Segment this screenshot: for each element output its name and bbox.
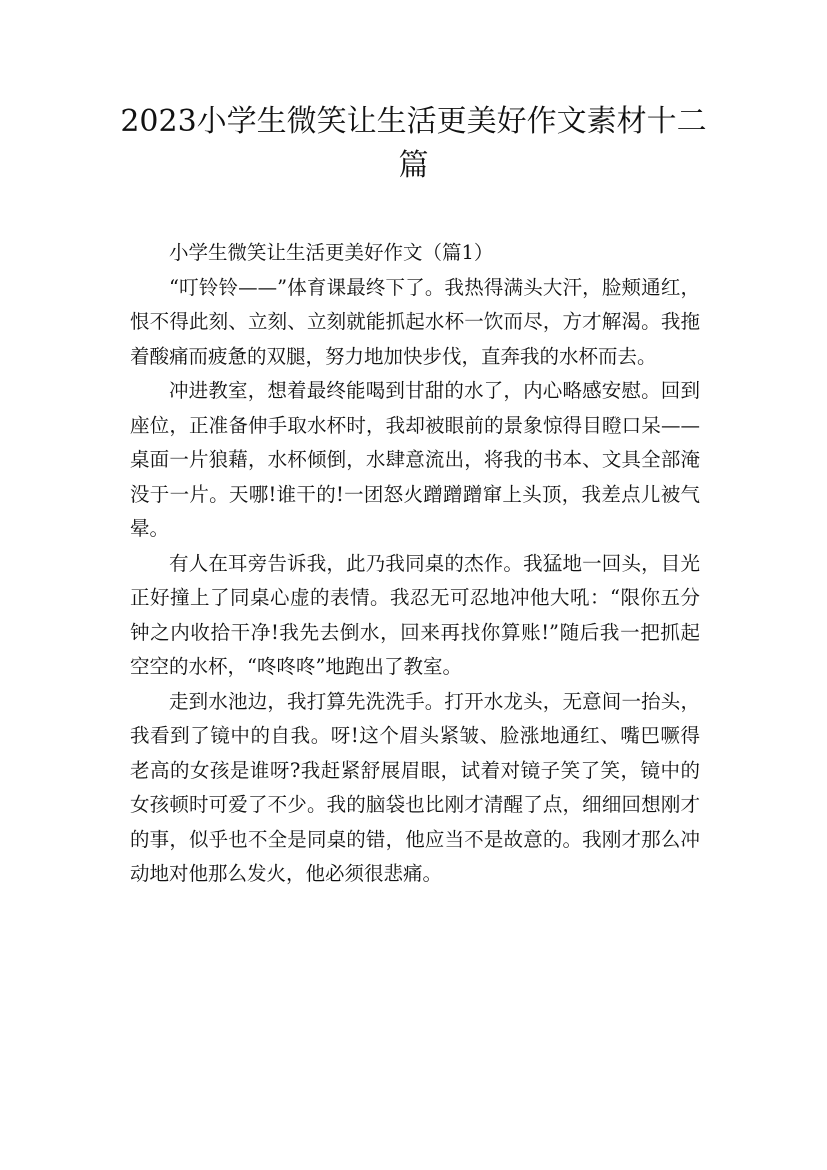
section-heading: 小学生微笑让生活更美好作文（篇1） — [169, 241, 494, 264]
paragraph: 有人在耳旁告诉我，此乃我同桌的杰作。我猛地一回头，目光正好撞上了同桌心虚的表情。我忍无可忍地冲他大吼：“限你五分钟之内收拾干净!我先去倒水，回来再找你算账!”随后我一把抓起空空的水杯，“咚咚咚”地跑出了教室。 — [130, 551, 700, 678]
document-title: 2023小学生微笑让生活更美好作文素材十二篇 — [120, 104, 707, 183]
paragraph: 走到水池边，我打算先洗洗手。打开水龙头，无意间一抬头，我看到了镜中的自我。呀!这个眉头紧皱、脸涨地通红、嘴巴噘得老高的女孩是谁呀?我赶紧舒展眉眼，试着对镜子笑了笑，镜中的女孩顿时可爱了不少。我的脑袋也比刚才清醒了点，细细回想刚才的事，似乎也不全是同桌的错，他应当不是故意的。我刚才那么冲动地对他那么发火，他必须很悲痛。 — [130, 689, 700, 885]
document-body — [130, 236, 700, 892]
paragraph: 冲进教室，想着最终能喝到甘甜的水了，内心略感安慰。回到座位，正准备伸手取水杯时，我却被眼前的景象惊得目瞪口呆——桌面一片狼藉，水杯倾倒，水肆意流出，将我的书本、文具全部淹没于一片。天哪!谁干的!一团怒火蹭蹭蹭窜上头顶，我差点儿被气晕。 — [130, 379, 700, 540]
paragraph: “叮铃铃——”体育课最终下了。我热得满头大汗，脸颊通红，恨不得此刻、立刻、立刻就能抓起水杯一饮而尽，方才解渴。我拖着酸痛而疲惫的双腿，努力地加快步伐，直奔我的水杯而去。 — [130, 275, 700, 368]
